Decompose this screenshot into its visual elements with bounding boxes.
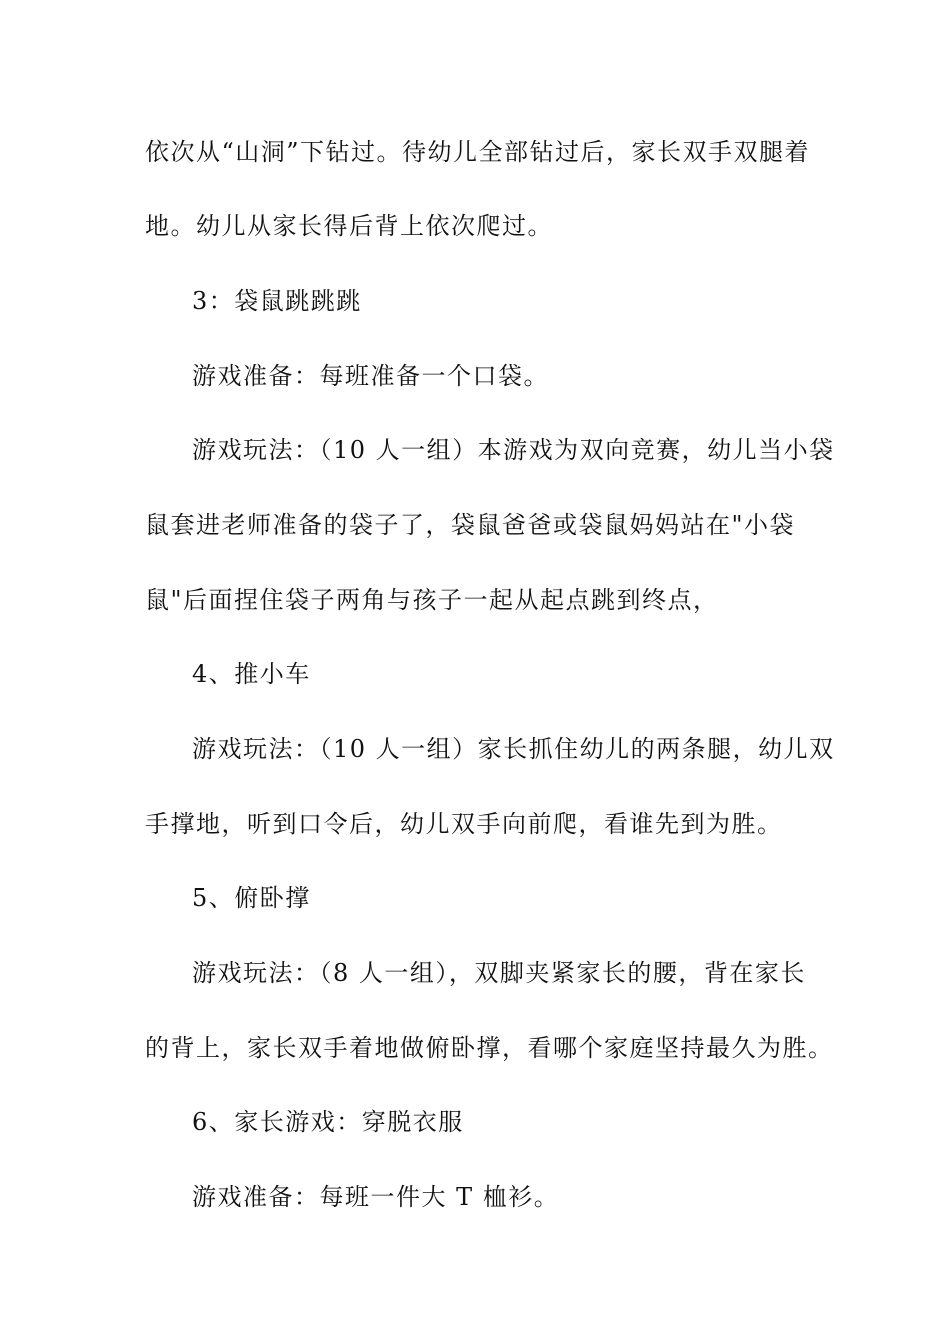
paragraph-line: 鼠套进老师准备的袋子了，袋鼠爸爸或袋鼠妈妈站在"小袋	[145, 511, 796, 539]
paragraph-line: 游戏玩法：（8 人一组），双脚夹紧家长的腰，背在家长	[192, 959, 806, 987]
paragraph-line: 依次从“山洞”下钻过。待幼儿全部钻过后，家长双手双腿着	[145, 138, 811, 166]
paragraph-line: 鼠"后面捏住袋子两角与孩子一起从起点跳到终点，	[145, 586, 719, 614]
paragraph-line: 游戏玩法：（10 人一组）本游戏为双向竞赛，幼儿当小袋	[192, 436, 835, 464]
paragraph-line: 地。幼儿从家长得后背上依次爬过。	[145, 212, 553, 240]
section-heading: 4、推小车	[192, 660, 311, 688]
section-heading: 6、家长游戏：穿脱衣服	[192, 1108, 464, 1136]
section-heading: 3：袋鼠跳跳跳	[192, 287, 362, 315]
paragraph-line: 游戏准备：每班准备一个口袋。	[192, 362, 549, 390]
paragraph-line: 游戏准备：每班一件大 T 桖衫。	[192, 1183, 560, 1211]
paragraph-line: 手撑地，听到口令后，幼儿双手向前爬，看谁先到为胜。	[145, 810, 783, 838]
section-heading: 5、俯卧撑	[192, 884, 311, 912]
paragraph-line: 的背上，家长双手着地做俯卧撑，看哪个家庭坚持最久为胜。	[145, 1034, 834, 1062]
paragraph-line: 游戏玩法：（10 人一组）家长抓住幼儿的两条腿，幼儿双	[192, 735, 835, 763]
